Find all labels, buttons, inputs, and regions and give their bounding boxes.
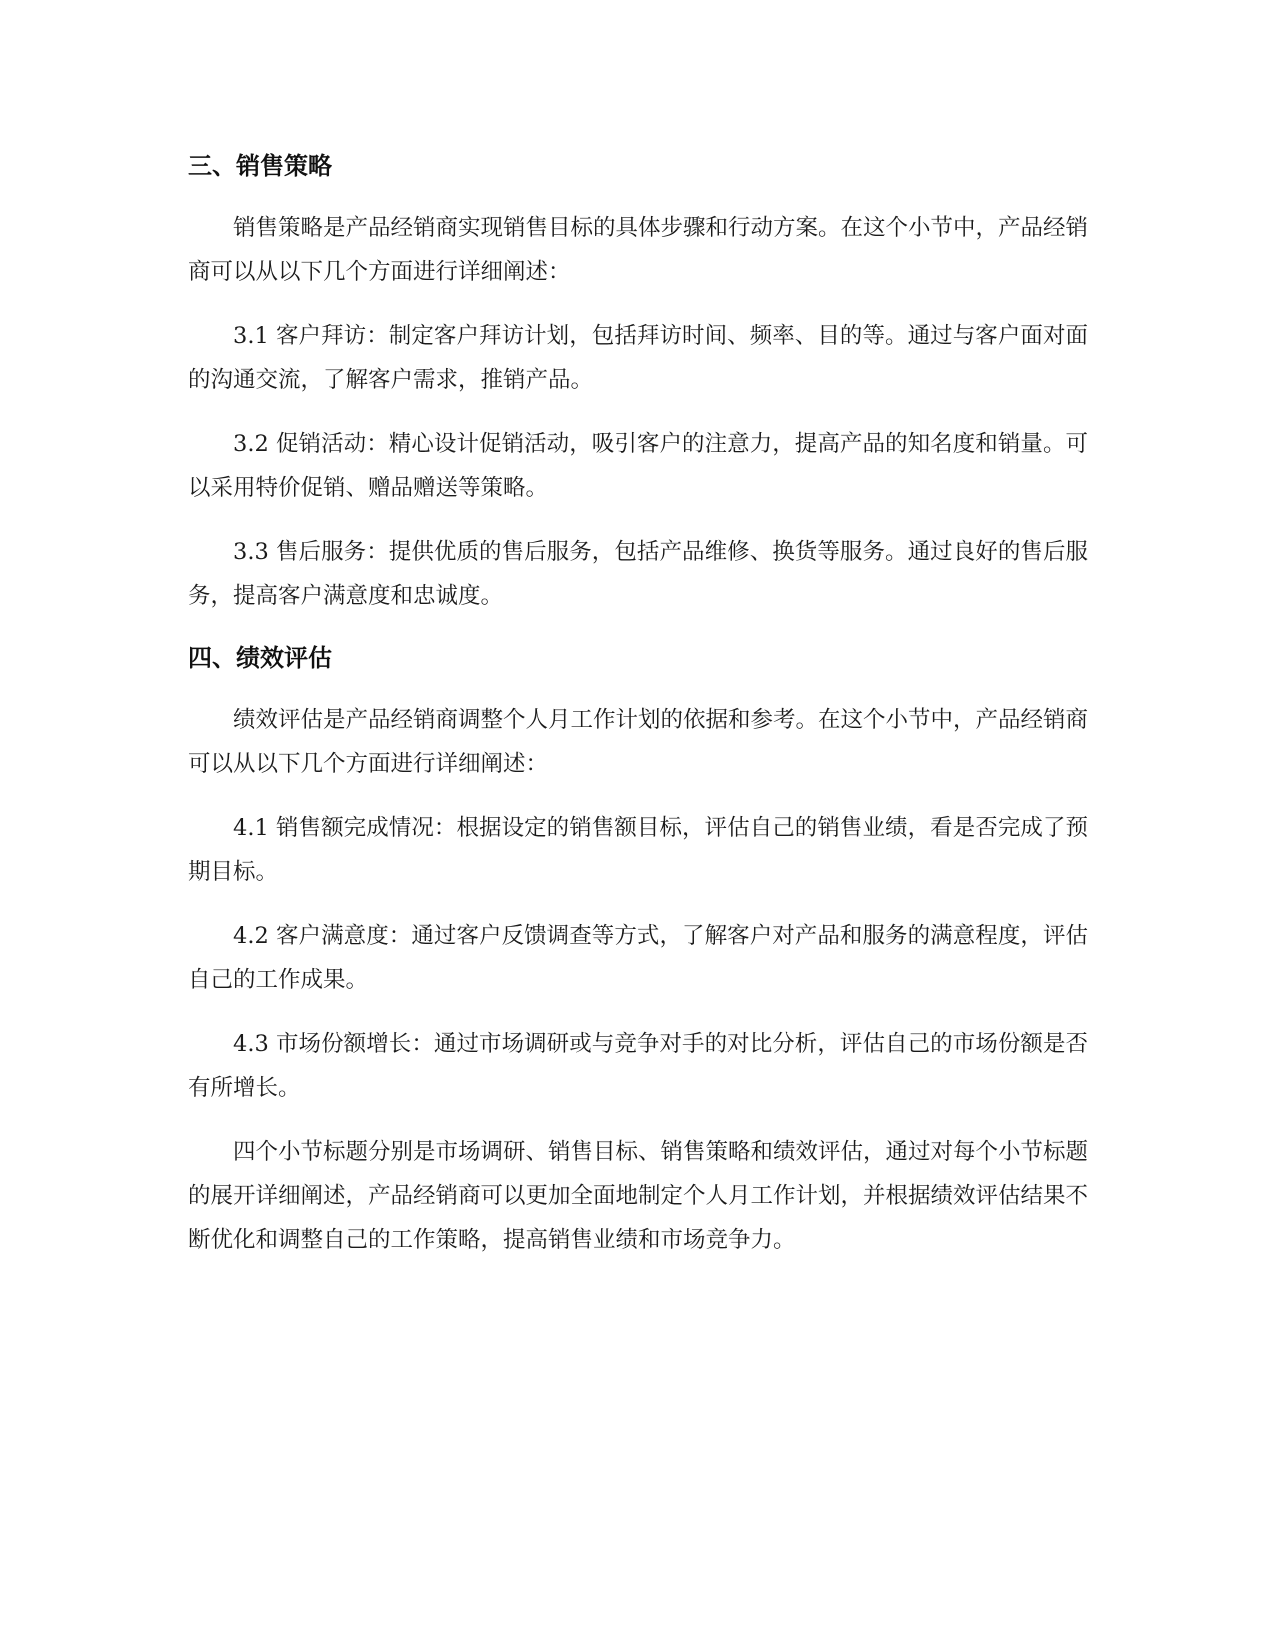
paragraph-after-sales: 3.3 售后服务：提供优质的售后服务，包括产品维修、换货等服务。通过良好的售后服务，提高客户满意度和忠诚度。 — [188, 539, 1088, 609]
paragraph-summary: 四个小节标题分别是市场调研、销售目标、销售策略和绩效评估，通过对每个小节标题的展开详细阐述，产品经销商可以更加全面地制定个人月工作计划，并根据绩效评估结果不断优化和调整自己的工作策略，提高销售业绩和市场竞争力。 — [188, 1139, 1089, 1253]
document-body — [188, 148, 1088, 1282]
section-heading-sales-strategy: 三、销售策略 — [188, 152, 332, 180]
paragraph-customer-satisfaction: 4.2 客户满意度：通过客户反馈调查等方式，了解客户对产品和服务的满意程度，评估自己的工作成果。 — [188, 923, 1088, 993]
section-heading-performance: 四、绩效评估 — [188, 644, 332, 672]
paragraph-performance-intro: 绩效评估是产品经销商调整个人月工作计划的依据和参考。在这个小节中，产品经销商可以从以下几个方面进行详细阐述： — [188, 707, 1089, 777]
paragraph-market-share: 4.3 市场份额增长：通过市场调研或与竞争对手的对比分析，评估自己的市场份额是否有所增长。 — [188, 1031, 1088, 1101]
paragraph-promotion: 3.2 促销活动：精心设计促销活动，吸引客户的注意力，提高产品的知名度和销量。可以采用特价促销、赠品赠送等策略。 — [188, 431, 1088, 501]
paragraph-customer-visit: 3.1 客户拜访：制定客户拜访计划，包括拜访时间、频率、目的等。通过与客户面对面的沟通交流，了解客户需求，推销产品。 — [188, 323, 1088, 393]
paragraph-sales-strategy-intro: 销售策略是产品经销商实现销售目标的具体步骤和行动方案。在这个小节中，产品经销商可以从以下几个方面进行详细阐述： — [188, 215, 1089, 285]
paragraph-sales-completion: 4.1 销售额完成情况：根据设定的销售额目标，评估自己的销售业绩，看是否完成了预期目标。 — [188, 815, 1088, 885]
